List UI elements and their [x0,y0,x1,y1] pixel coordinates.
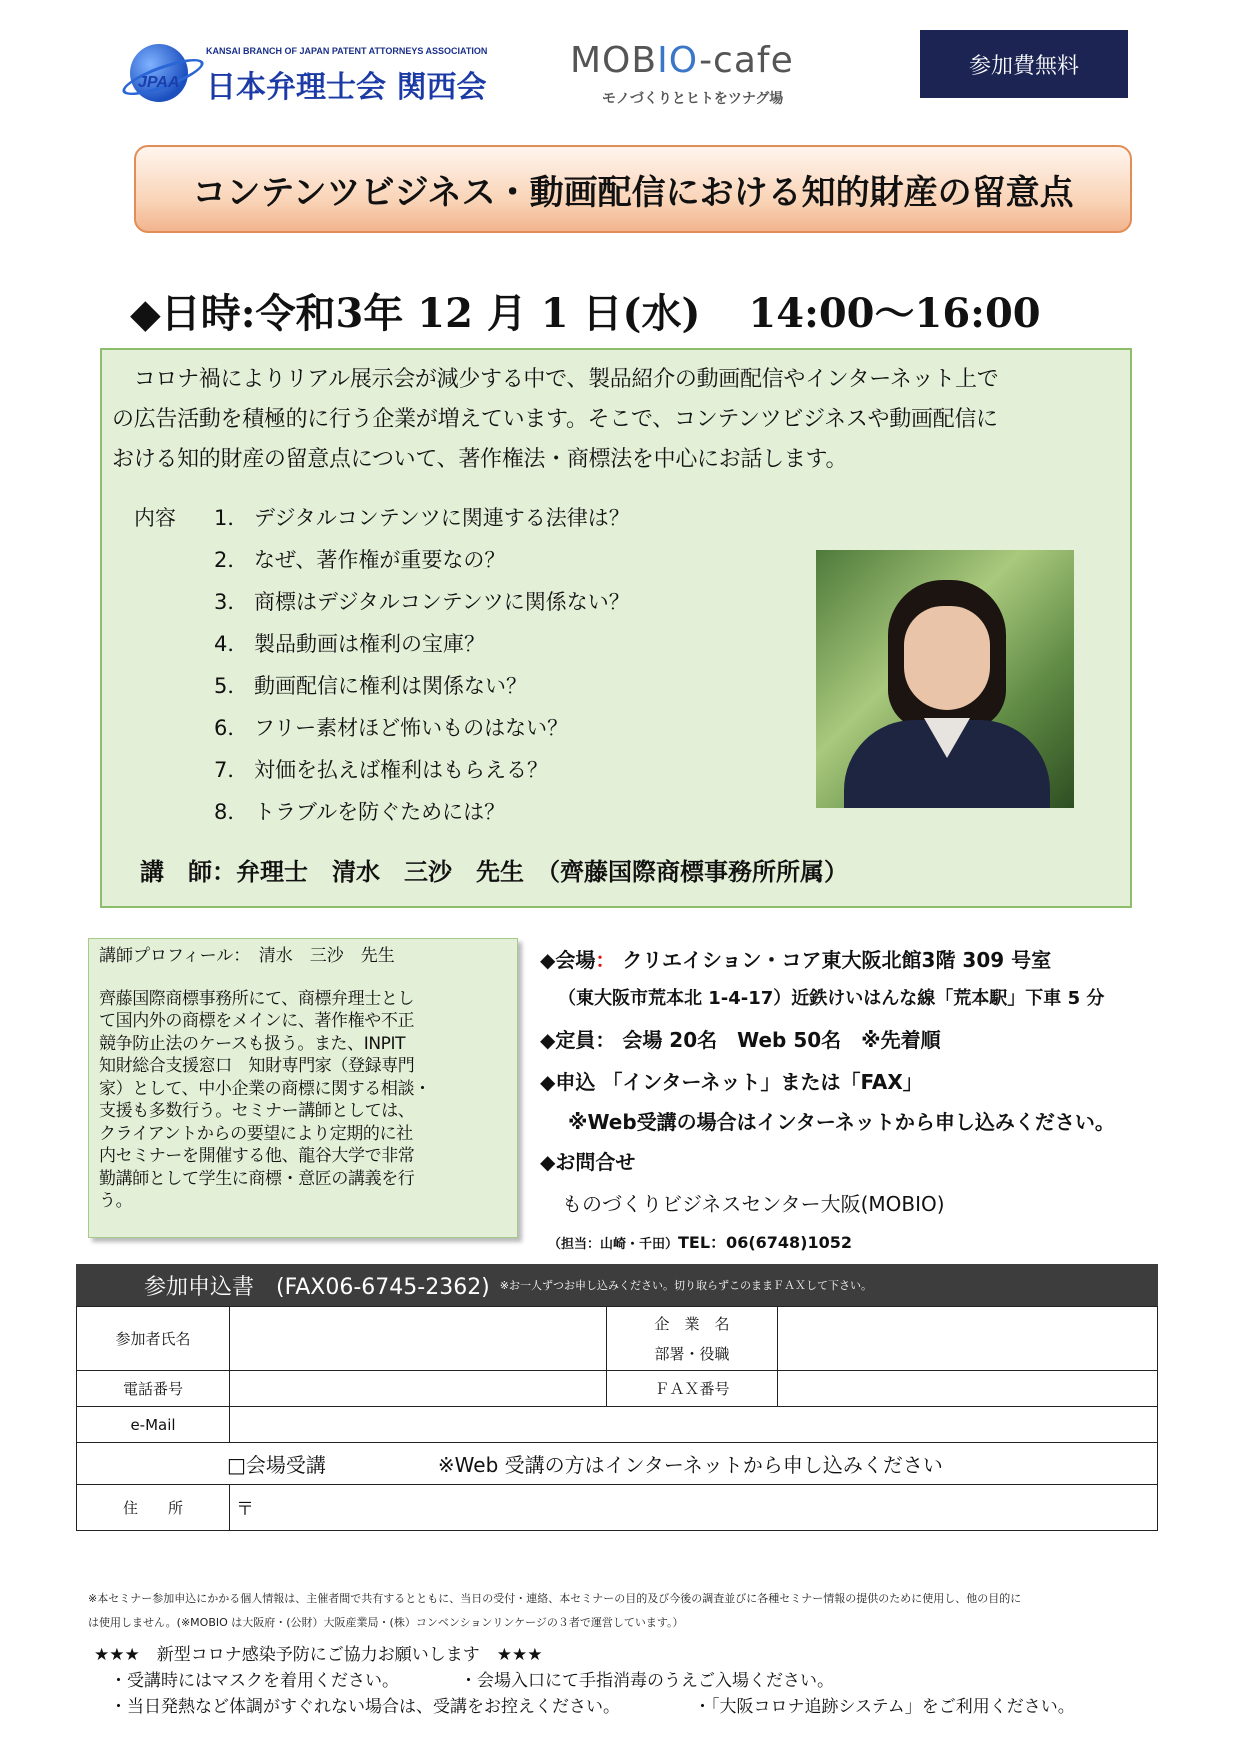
lecturer-line: 講 師：弁理士 清水 三沙 先生 （齊藤国際商標事務所所属） [140,858,848,886]
department-label-line: 部署・役職 [654,1344,730,1363]
fax-field[interactable] [778,1371,1158,1407]
profile-line: う。 [99,1191,133,1211]
profile-line: 内セミナーを開催する他、龍谷大学で非常 [99,1146,415,1166]
profile-line: 齊藤国際商標事務所にて、商標弁理士とし [99,988,415,1009]
address-label: 住 所 [77,1485,230,1531]
form-title: 参加申込書 (FAX06-6745-2362) [144,1274,490,1300]
covid-fever-note: ・当日発熱など体調がすぐれない場合は、受講をお控えください。 [110,1697,620,1717]
mobio-logo-part-c: -cafe [699,40,794,81]
venue-name: クリエイション・コア東大阪北館3階 309 号室 [615,948,1052,972]
seminar-description-box [100,348,1132,908]
privacy-note-line-2: は使用しません。(※MOBIO は大阪府・(公財）大阪産業局・(株）コンベンションリンケージの３者で運営しています。） [88,1616,684,1629]
lecturer-profile-box [88,938,518,1238]
jpaa-japanese-name: 日本弁理士会 関西会 [206,70,487,105]
contact-tel: TEL：06(6748)1052 [678,1233,853,1252]
contact-label: ◆お問合せ [540,1150,636,1174]
contact-organization: ものづくりビジネスセンター大阪(MOBIO) [562,1192,945,1216]
covid-heading: ★★★ 新型コロナ感染予防にご協力お願いします ★★★ [94,1645,543,1665]
mobio-cafe-logo [570,40,850,110]
contents-item [214,754,548,784]
seminar-title-box [134,145,1132,233]
contents-label: 内容 [134,506,176,530]
mobio-tagline: モノづくりとヒトをツナグ場 [602,91,784,107]
item-text: 商標はデジタルコンテンツに関係ない？ [254,590,630,614]
venue-attendance-checkbox[interactable]: □会場受講 [227,1453,326,1477]
seminar-title: コンテンツビジネス・動画配信における知的財産の留意点 [192,172,1074,213]
web-attendance-note: ※Web 受講の方はインターネットから申し込みください [437,1453,943,1477]
jpaa-english-name: KANSAI BRANCH OF JAPAN PATENT ATTORNEYS ASSOCIATION [206,46,488,56]
intro-line-1: コロナ禍によりリアル展示会が減少する中で、製品紹介の動画配信やインターネット上で [112,367,999,392]
profile-line: クライアントからの要望により定期的に社 [99,1123,413,1144]
venue-colon: ： [595,948,616,972]
seminar-date: ◆日時:令和3年 12 月 1 日(水) [130,290,701,337]
item-number: 6． [214,716,249,740]
contents-item [214,502,630,532]
profile-line: 競争防止法のケースも扱う。また、INPIT [99,1033,406,1054]
company-label [607,1307,778,1371]
jpaa-logo [130,40,500,110]
item-number: 4． [214,632,249,656]
item-number: 8． [214,800,249,824]
fax-label: ＦＡＸ番号 [607,1371,778,1407]
contents-item [214,712,568,742]
privacy-note-line-1: ※本セミナー参加申込にかかる個人情報は、主催者間で共有するとともに、当日の受付・連絡、本セミナーの目的及び今後の調査並びに各種セミナー情報の提供のために使用し、他の目的に [88,1592,1022,1605]
profile-line: 知財総合支援窓口 知財専門家（登録専門 [99,1056,415,1076]
application-line: ◆申込 「インターネット」または「FAX」 [540,1070,923,1094]
name-field[interactable] [230,1307,607,1371]
name-label: 参加者氏名 [77,1307,230,1371]
seminar-time: 14:00～16:00 [748,290,1041,337]
venue-address: （東大阪市荒本北 1-4-17）近鉄けいはんな線「荒本駅」下車 5 分 [558,988,1105,1009]
application-note: ※Web受講の場合はインターネットから申し込みください。 [568,1110,1115,1134]
item-number: 7． [214,758,249,782]
intro-line-2: の広告活動を積極的に行う企業が増えています。そこで、コンテンツビジネスや動画配信に [112,407,998,432]
contact-person: （担当：山崎・千田） [548,1237,679,1252]
email-label: e-Mail [77,1407,230,1443]
item-number: 1． [214,506,249,530]
lecturer-photo [816,550,1074,808]
item-number: 2． [214,548,249,572]
covid-sanitize-note: ・会場入口にて手指消毒のうえご入場ください。 [460,1671,834,1691]
item-text: 製品動画は権利の宝庫？ [254,632,485,656]
contents-item [214,796,505,826]
phone-field[interactable] [230,1371,607,1407]
free-participation-badge: 参加費無料 [920,30,1128,98]
profile-line: て国内外の商標をメインに、著作権や不正 [99,1011,415,1031]
address-field[interactable] [230,1485,1158,1531]
company-field[interactable] [778,1307,1158,1371]
profile-line: 支援も多数行う。セミナー講師としては、 [99,1101,415,1121]
item-text: フリー素材ほど怖いものはない？ [254,716,569,740]
contents-item [214,544,505,574]
venue-label: ◆会場 [540,948,596,972]
form-note: ※お一人ずつお申し込みください。切り取らずこのままＦＡＸして下さい。 [499,1279,872,1292]
item-number: 3． [214,590,249,614]
contents-item [214,670,527,700]
application-form-table [76,1306,1158,1531]
email-field[interactable] [230,1407,1158,1443]
venue-line [540,944,1051,973]
covid-mask-note: ・受講時にはマスクを着用ください。 [110,1671,399,1691]
item-text: なぜ、著作権が重要なの？ [254,548,506,572]
application-form-header [76,1264,1158,1306]
contents-item [214,586,630,616]
profile-heading: 講師プロフィール： 清水 三沙 先生 [99,946,395,966]
mobio-logo-wordmark [570,40,794,81]
profile-body [99,988,507,1213]
mobio-logo-part-b: IO [657,40,700,81]
attendance-row [77,1443,1158,1485]
postal-mark: 〒 [236,1498,254,1520]
seminar-datetime [130,282,1041,339]
phone-label: 電話番号 [77,1371,230,1407]
mobio-logo-part-a: MOB [570,40,658,81]
profile-line: 勤講師として学生に商標・意匠の講義を行 [99,1168,415,1189]
item-text: 対価を払えば権利はもらえる？ [254,758,548,782]
company-label-line: 企 業 名 [654,1314,730,1333]
jpaa-abbr: JPAA [138,74,180,91]
intro-line-3: おける知的財産の留意点について、著作権法・商標法を中心にお話します。 [112,447,848,472]
contents-item [214,628,485,658]
profile-line: 家）として、中小企業の商標に関する相談・ [99,1078,431,1099]
covid-tracking-note: ・「大阪コロナ追跡システム」をご利用ください。 [694,1697,1075,1717]
item-text: デジタルコンテンツに関連する法律は？ [254,506,630,530]
contact-line [548,1230,852,1253]
item-text: 動画配信に権利は関係ない？ [254,674,527,698]
item-number: 5． [214,674,249,698]
item-text: トラブルを防ぐためには？ [254,800,506,824]
capacity-line: ◆定員： 会場 20名 Web 50名 ※先着順 [540,1028,941,1052]
